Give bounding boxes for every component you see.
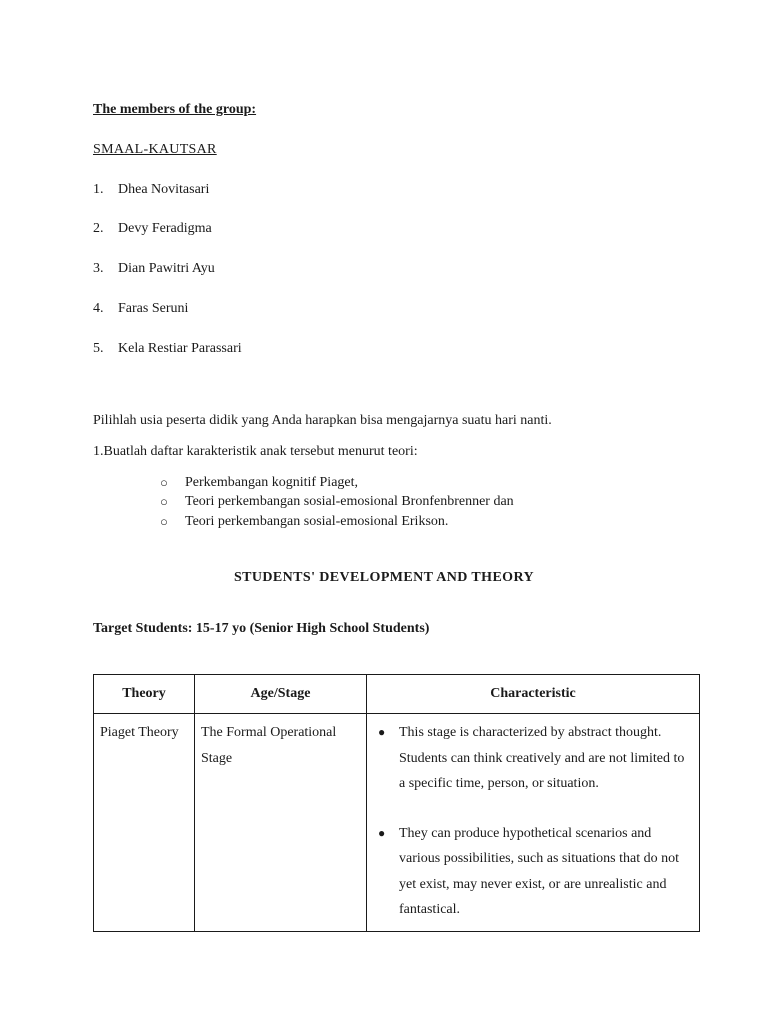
section-title: STUDENTS' DEVELOPMENT AND THEORY <box>233 570 535 585</box>
member-name: Faras Seruni <box>118 301 189 316</box>
list-item <box>373 720 691 797</box>
stage-cell <box>195 714 367 932</box>
theory-item: Teori perkembangan sosial-emosional Bronfenbrenner dan <box>185 494 514 509</box>
hollow-circle-icon: ○ <box>160 475 168 490</box>
member-number: 4. <box>93 301 104 316</box>
members-heading: The members of the group: <box>93 102 257 117</box>
member-number: 2. <box>93 221 104 236</box>
characteristic-text: They can produce hypothetical scenarios and various possibilities, such as situations that do not yet exist, may never exist, or are unrealistic and fantastical. <box>399 825 679 917</box>
table-header-row <box>94 675 700 714</box>
table-row <box>94 714 700 932</box>
column-header-theory: Theory <box>94 675 195 714</box>
member-name: Dian Pawitri Ayu <box>118 261 215 276</box>
assignment-task: 1.Buatlah daftar karakteristik anak tersebut menurut teori: <box>93 444 418 459</box>
characteristic-cell <box>367 714 700 932</box>
assignment-prompt: Pilihlah usia peserta didik yang Anda harapkan bisa mengajarnya suatu hari nanti. <box>93 413 552 428</box>
bullet-dot-icon: ● <box>378 825 386 840</box>
member-name: Dhea Novitasari <box>118 182 210 197</box>
member-number: 1. <box>93 182 104 197</box>
member-name: Devy Feradigma <box>118 221 212 236</box>
hollow-circle-icon: ○ <box>160 514 168 529</box>
theory-cell <box>94 714 195 932</box>
characteristic-text: This stage is characterized by abstract thought. Students can think creatively and are not limited to a specific time, person, or situation. <box>399 725 685 791</box>
theory-name: Piaget Theory <box>100 725 179 740</box>
column-header-age-stage: Age/Stage <box>195 675 367 714</box>
school-name: SMAAL-KAUTSAR <box>93 142 217 157</box>
member-number: 5. <box>93 341 104 356</box>
theory-item: Teori perkembangan sosial-emosional Erikson. <box>185 514 449 529</box>
bullet-dot-icon: ● <box>378 725 386 739</box>
column-header-characteristic: Characteristic <box>367 675 700 714</box>
theory-table <box>93 674 700 932</box>
target-students: Target Students: 15-17 yo (Senior High School Students) <box>93 621 430 636</box>
hollow-circle-icon: ○ <box>160 494 168 509</box>
stage-name: The Formal Operational Stage <box>201 725 337 766</box>
member-name: Kela Restiar Parassari <box>118 341 242 356</box>
list-item <box>373 821 691 923</box>
theory-item: Perkembangan kognitif Piaget, <box>185 475 359 490</box>
characteristic-list <box>373 720 691 923</box>
member-number: 3. <box>93 261 104 276</box>
